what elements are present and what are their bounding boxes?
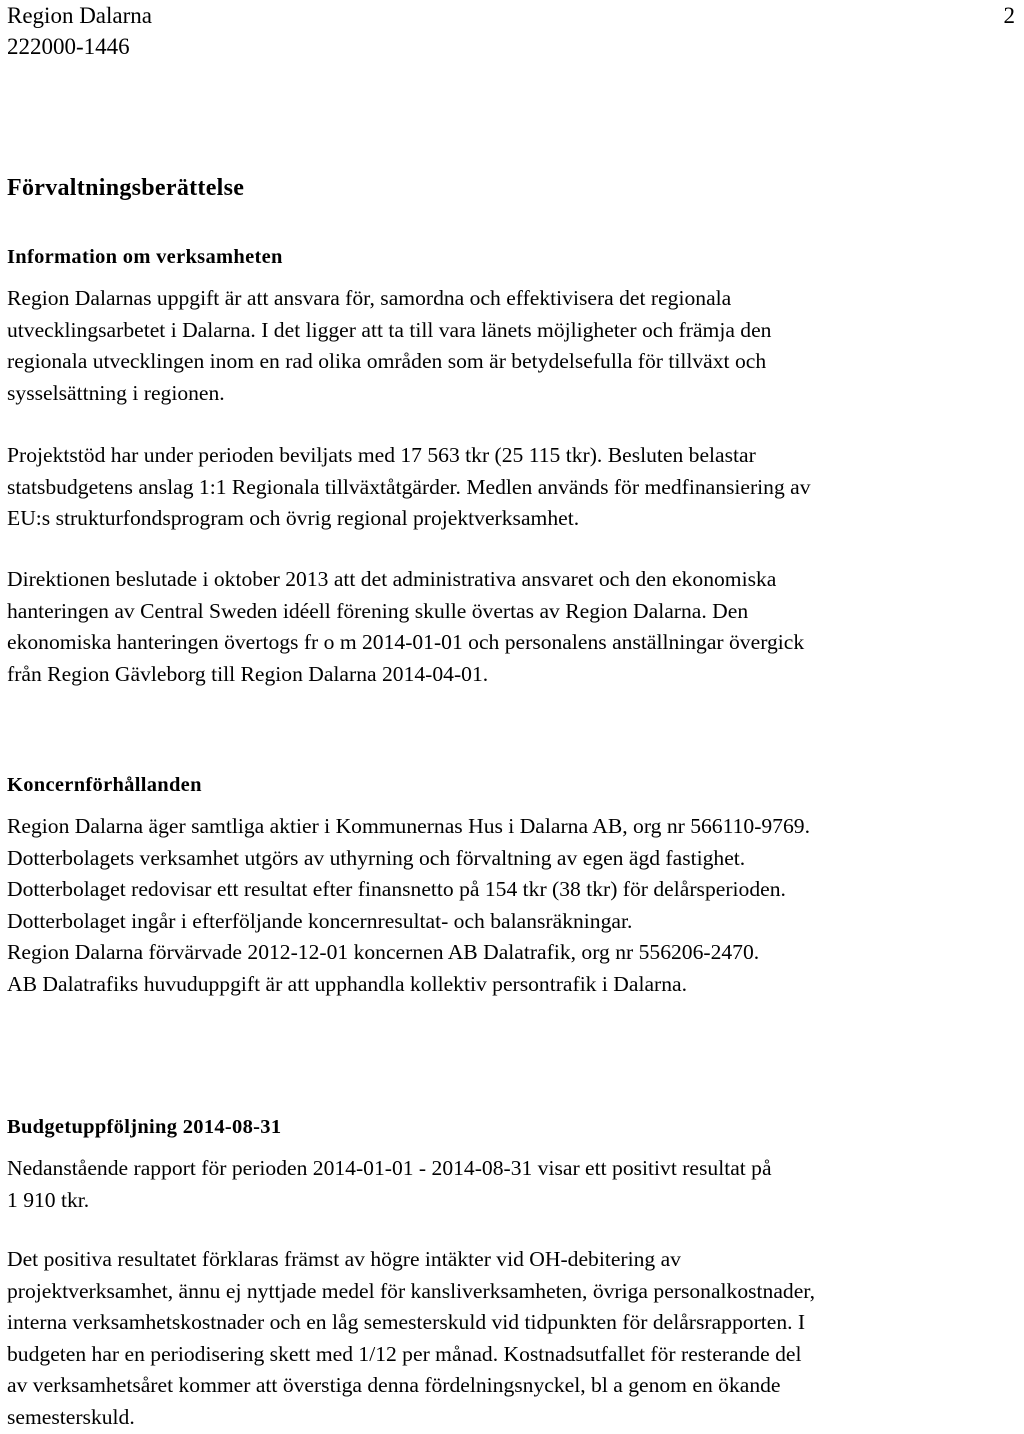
text-line: Nedanstående rapport för perioden 2014-01-01 - 2014-08-31 visar ett positivt resultat på	[7, 1156, 772, 1180]
paragraph-budget-resultat	[7, 1244, 1022, 1434]
text-line: från Region Gävleborg till Region Dalarna 2014-04-01.	[7, 661, 489, 686]
text-line: ekonomiska hanteringen övertogs fr o m 2014-01-01 och personalens anställningar övergick	[7, 630, 805, 655]
text-line: Region Dalarna förvärvade 2012-12-01 koncernen AB Dalatrafik, org nr 556206-2470.	[7, 940, 760, 965]
text-line: statsbudgetens anslag 1:1 Regionala tillväxtåtgärder. Medlen används för medfinansiering av	[7, 474, 811, 499]
text-line: Dotterbolagets verksamhet utgörs av uthyrning och förvaltning av egen ägd fastighet.	[7, 845, 746, 870]
text-line: Dotterbolaget ingår i efterföljande koncernresultat- och balansräkningar.	[7, 908, 633, 933]
page-number: 2	[1003, 3, 1015, 28]
text-line: interna verksamhetskostnader och en låg semesterskuld vid tidpunkten för delårsrapporten. I	[7, 1310, 806, 1335]
paragraph-uppgift	[7, 283, 1022, 409]
text-line: semesterskuld.	[7, 1404, 135, 1429]
text-line: Dotterbolaget redovisar ett resultat efter finansnetto på 154 tkr (38 tkr) för delårsperioden.	[7, 877, 786, 902]
text-line: regionala utvecklingen inom en rad olika områden som är betydelsefulla för tillväxt och	[7, 349, 767, 374]
paragraph-direktionen	[7, 564, 1022, 690]
text-line: Direktionen beslutade i oktober 2013 att det administrativa ansvaret och den ekonomiska	[7, 567, 777, 591]
text-line: budgeten har en periodisering skett med 1/12 per månad. Kostnadsutfallet för resterande del	[7, 1341, 802, 1366]
document-title: Förvaltningsberättelse	[7, 175, 245, 201]
text-line: Det positiva resultatet förklaras främst av högre intäkter vid OH-debitering av	[7, 1247, 681, 1271]
text-line: AB Dalatrafiks huvuduppgift är att upphandla kollektiv persontrafik i Dalarna.	[7, 971, 688, 996]
text-line: hanteringen av Central Sweden idéell förening skulle övertas av Region Dalarna. Den	[7, 598, 749, 623]
paragraph-budget-rapport	[7, 1153, 1022, 1216]
text-line: Projektstöd har under perioden beviljats med 17 563 tkr (25 115 tkr). Besluten belastar	[7, 443, 756, 467]
section-heading-information: Information om verksamheten	[7, 246, 283, 268]
text-line: Region Dalarnas uppgift är att ansvara för, samordna och effektivisera det regionala	[7, 286, 732, 310]
text-line: EU:s strukturfondsprogram och övrig regional projektverksamhet.	[7, 506, 580, 531]
section-heading-budget: Budgetuppföljning 2014-08-31	[7, 1116, 282, 1138]
text-line: av verksamhetsåret kommer att överstiga denna fördelningsnyckel, bl a genom en ökande	[7, 1373, 781, 1398]
text-line: Region Dalarna äger samtliga aktier i Kommunernas Hus i Dalarna AB, org nr 566110-9769.	[7, 814, 810, 838]
text-line: utvecklingsarbetet i Dalarna. I det ligger att ta till vara länets möjligheter och främja den	[7, 317, 772, 342]
organization-name: Region Dalarna	[7, 3, 152, 28]
organization-number: 222000-1446	[7, 34, 130, 59]
text-line: 1 910 tkr.	[7, 1187, 90, 1212]
paragraph-projektstod	[7, 440, 1022, 535]
text-line: projektverksamhet, ännu ej nyttjade medel för kansliverksamheten, övriga personalkostnader,	[7, 1278, 816, 1303]
section-heading-koncern: Koncernförhållanden	[7, 774, 202, 796]
paragraph-koncern	[7, 811, 1022, 1001]
header-left	[7, 0, 152, 62]
text-line: sysselsättning i regionen.	[7, 380, 225, 405]
